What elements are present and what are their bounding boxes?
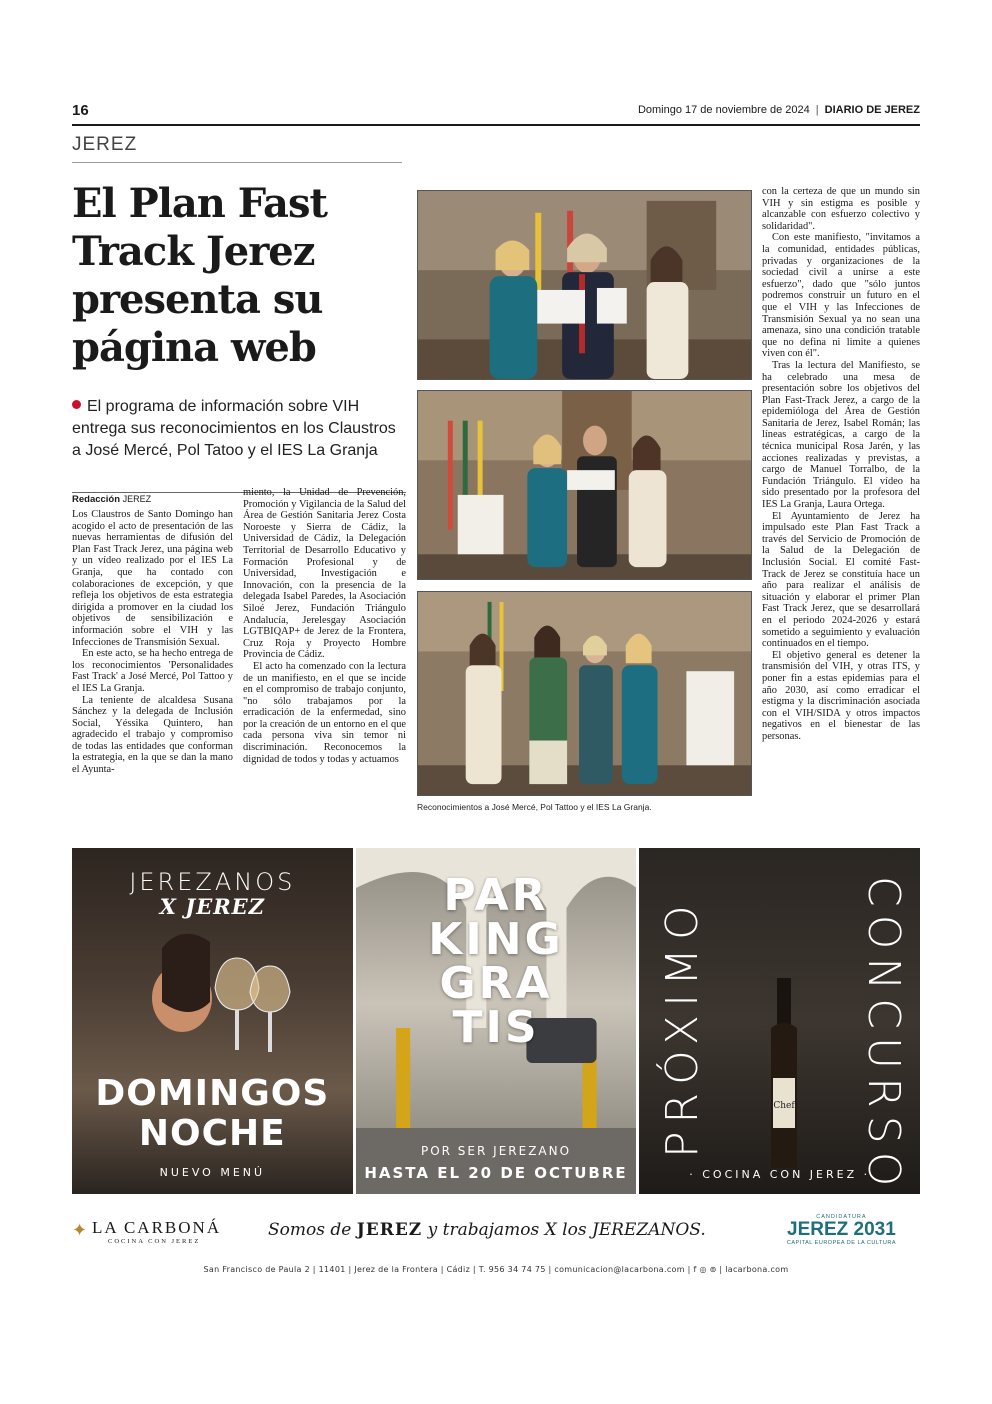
bullet-dot-icon — [72, 400, 81, 409]
ad-parking-line: TIS — [452, 1002, 540, 1053]
ad-contact-line: San Francisco de Paula 2 | 11401 | Jerez de la Frontera | Cádiz | T. 956 34 74 75 | comunicacion@lacarbona.com | f ◎ ⊚ | lacarbona.com — [203, 1265, 789, 1274]
paragraph: con la certeza de que un mundo sin VIH y sin estigma es posible y alcanzable con esfuerzo colectivo y solidaridad". — [762, 186, 920, 232]
date-line — [638, 104, 920, 116]
advertisement-banner[interactable] — [72, 848, 920, 1194]
photo-caption: Reconocimientos a José Mercé, Pol Tattoo y el IES La Granja. — [417, 802, 652, 812]
ad-cocina-con-jerez: · COCINA CON JEREZ · — [689, 1168, 871, 1181]
slogan-x: X — [544, 1220, 557, 1240]
photo-illustration — [418, 592, 751, 795]
photo-illustration — [418, 391, 751, 579]
jerez-2031-logo — [787, 1214, 896, 1246]
ad-nuevo-menu: NUEVO MENÚ — [159, 1166, 266, 1179]
paragraph: Los Claustros de Santo Domingo han acogido el acto de presentación de las nuevas herramientas de difusión del Plan Fast Track Jerez, una página web y un vídeo realizado por el IES La Granja, que ha contado con colaboraciones de excepción, y que refleja los objetivos de esta estrategia dirigida a promover en la ciudad los objetivos de sensibilización e información sobre el VIH y las Infecciones de Transmisión Sexual. — [72, 509, 233, 648]
bottle-label: Chef — [773, 1101, 796, 1111]
ad-panel-domingos-noche — [72, 848, 353, 1194]
brand-sub: COCINA CON JEREZ — [108, 1238, 201, 1245]
photo-illustration — [418, 191, 751, 379]
page-header — [72, 100, 920, 126]
ad-panel-parking — [356, 848, 637, 1194]
article-subheadline — [72, 396, 406, 462]
subheadline-text: El programa de información sobre VIH entrega sus reconocimientos en los Claustros a José Mercé, Pol Tatoo y el IES La Granja — [72, 398, 396, 459]
ad-parking-gratis-headline — [356, 870, 637, 1053]
ad-proximo-text: PRÓXIMO — [657, 897, 709, 1158]
paragraph: En este acto, se ha hecho entrega de los reconocimientos 'Personalidades Fast Track' a José Mercé, Pol Tattoo y el IES La Granja. — [72, 648, 233, 694]
candidate-big: JEREZ 2031 — [787, 1219, 896, 1240]
byline-author: Redacción — [72, 494, 121, 505]
ad-slogan — [268, 1220, 706, 1240]
section-title: JEREZ — [72, 134, 138, 155]
ad-footer — [72, 1212, 920, 1252]
slogan-part: Somos de — [268, 1220, 357, 1240]
paragraph: El Ayuntamiento de Jerez ha impulsado este Plan Fast Track a través del Servicio de Promoción de la Salud de la Delegación de Inclusión Social. El comité Fast-Track de Jerez se constituía hace un año para realizar el análisis de situación y elaborar el primer Plan Fast Track Jerez, que se desarrollará en el periodo 2024-2026 y estará sometido a seguimiento y evaluación continuados en el tiempo. — [762, 510, 920, 650]
article-column-3 — [762, 186, 920, 743]
candidate-top: CANDIDATURA — [816, 1214, 867, 1220]
la-carbona-logo-icon: ✦ — [72, 1220, 88, 1240]
page-number: 16 — [72, 102, 89, 119]
ad-hasta-fecha: HASTA EL 20 DE OCTUBRE — [364, 1164, 628, 1182]
brand-name: LA CARBONÁ — [92, 1218, 222, 1237]
photo-award-ies-la-granja — [417, 591, 752, 796]
photo-award-pol-tattoo — [417, 390, 752, 580]
newspaper-name: DIARIO DE JEREZ — [824, 104, 920, 116]
wine-bottle-icon — [757, 978, 811, 1168]
slogan-part: los JEREZANOS. — [556, 1220, 706, 1240]
ad-parking-line: GRA — [439, 958, 553, 1009]
ad-por-ser-jerezano: POR SER JEREZANO — [420, 1144, 572, 1158]
ad-panel-proximo-concurso — [639, 848, 920, 1194]
article-headline: El Plan Fast Track Jerez presenta su página web — [72, 180, 327, 371]
publication-date: Domingo 17 de noviembre de 2024 — [637, 104, 810, 116]
la-carbona-logo — [92, 1218, 221, 1245]
slogan-part: y trabajamos — [422, 1220, 545, 1240]
ad-x-jerez-label: X JEREZ — [159, 894, 265, 919]
article-column-1 — [72, 509, 233, 776]
photo-award-jose-merce — [417, 190, 752, 380]
article-column-2 — [243, 487, 406, 765]
ad-parking-line: KING — [428, 914, 564, 965]
byline — [72, 494, 151, 505]
paragraph: La teniente de alcaldesa Susana Sánchez y la delegada de Inclusión Social, Yéssika Quintero, han agradecido el trabajo y compromiso de todas las entidades que conforman la estrategia, en la que se dan la mano el Ayunta- — [72, 694, 233, 776]
paragraph: El acto ha comenzado con la lectura de un manifiesto, en el que se incide en el compromiso de trabajo conjunto, "no sólo trabajamos por la erradicación de la enfermedad, sino por la creación de un entorno en el que cada persona viva sin temor ni discriminación. Reconocemos la dignidad de todos y todas y actuamos — [243, 660, 406, 765]
byline-location: JEREZ — [122, 494, 152, 504]
candidate-bottom: CAPITAL EUROPEA DE LA CULTURA — [786, 1240, 896, 1246]
paragraph: El objetivo general es detener la transmisión del VIH, y otras ITS, y poner fin a estas epidemias para el año 2030, así como erradicar el estigma y la discriminación asociada con el VIH/SIDA y otros impactos negativos en el bienestar de las personas. — [762, 649, 920, 742]
wine-glass-icon — [112, 928, 312, 1068]
header-separator: | — [815, 104, 819, 116]
ad-jerezanos-label: JEREZANOS — [129, 868, 296, 896]
paragraph: Tras la lectura del Manifiesto, se ha celebrado una mesa de presentación sobre los objetivos del Plan Fast-Track Jerez, a cargo de la epidemióloga del Área de Gestión Sanitaria de Jerez, Isabel Román; las líneas estratégicas, a cargo de la técnica municipal Rosa Jarén, y las acciones realizadas y previstas, a cargo de Manuel Torralbo, de la Fundación Triángulo. El vídeo ha sido presentado por la profesora del IES La Granja, Laura Ortega. — [762, 359, 920, 511]
slogan-jerez: JEREZ — [356, 1220, 423, 1240]
paragraph: Con este manifiesto, "invitamos a la comunidad, entidades públicas, privadas y organizaciones de la sociedad civil a unirse a este esfuerzo", dado que "sólo juntos podremos construir un futuro en el que el VIH y las Infecciones de Transmisión Sexual ya no sean una amenaza, sino una condición tratable que no defina ni limite a quienes viven con él". — [762, 232, 920, 360]
ad-parking-line: PAR — [443, 870, 549, 921]
ad-concurso-text: CONCURSO — [858, 876, 910, 1194]
ad-domingos-noche-headline: DOMINGOS NOCHE — [95, 1073, 330, 1154]
section-rule — [72, 162, 402, 163]
paragraph: miento, la Unidad de Prevención, Promoción y Vigilancia de la Salud del Área de Gestión Sanitaria Jerez Costa Noroeste y Sierra de Cádiz, la Universidad de Cádiz, la Delegación Territorial de Desarrollo Educativo y Formación Profesional y de Universidad, Investigación e Innovación, con la presencia de la delegada Isabel Paredes, la Asociación Siloé Jerez, Fundación Triángulo Andalucía, Jerelesgay Asociación LGTBIQAP+ de Jerez de la Frontera, Cruz Roja y Proyecto Hombre Provincia de Cádiz. — [243, 487, 406, 661]
